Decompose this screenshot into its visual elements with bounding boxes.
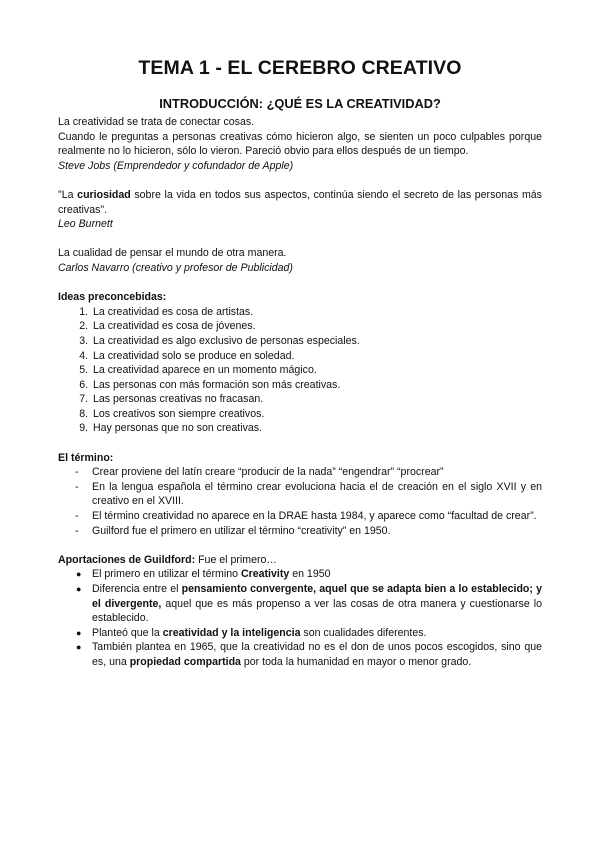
text-run: El primero en utilizar el término: [92, 568, 241, 581]
list-item: [58, 640, 542, 669]
list-item: [58, 582, 542, 626]
intro-author-jobs: Steve Jobs (Emprendedor y cofundador de Apple): [58, 159, 294, 172]
dash-marker: -: [75, 466, 79, 479]
bullet-icon: ●: [76, 642, 82, 653]
text-run: en 1950: [289, 568, 331, 581]
list-item: 9. Hay personas que no son creativas.: [91, 421, 542, 436]
list-item-text: En la lengua española el término crear evoluciona hacia el de creación en el siglo XVII y en creativo en el XVIII.: [92, 480, 542, 508]
list-item: 1. La creatividad es cosa de artistas.: [91, 305, 542, 320]
quote-rest: sobre la vida en todos sus aspectos, continúa siendo el secreto de las personas más creativas".: [58, 188, 542, 216]
intro-paragraph-3: La cualidad de pensar el mundo de otra manera.: [58, 247, 287, 260]
dash-marker: -: [75, 480, 79, 493]
list-item: [58, 626, 542, 641]
list-item: [58, 480, 542, 509]
text-run: Diferencia entre el: [92, 583, 182, 595]
quote-author-burnett: Leo Burnett: [58, 218, 113, 231]
dash-marker: -: [75, 510, 79, 523]
list-item: 4. La creatividad solo se produce en soledad.: [91, 349, 542, 364]
list-item: [58, 465, 542, 480]
guildford-heading: [58, 553, 542, 568]
list-item: 7. Las personas creativas no fracasan.: [91, 392, 542, 407]
text-run-bold: propiedad compartida: [129, 655, 241, 668]
text-run: También plantea en 1965, que la creatividad no es el don de unos pocos escogidos, sino que es, una: [92, 641, 542, 668]
text-run-bold: pensamiento convergente, aquel que se adapta bien a lo establecido; y el divergente,: [92, 583, 542, 610]
ideas-heading: Ideas preconcebidas:: [58, 291, 167, 304]
list-item: 8. Los creativos son siempre creativos.: [91, 407, 542, 422]
text-run: por toda la humanidad en mayor o menor grado.: [240, 655, 472, 668]
list-item: [58, 567, 542, 582]
text-run: aquel que es más propenso a ver las cosas de otra manera y cuestionarse lo establecido.: [92, 597, 543, 625]
intro-paragraph-2: Cuando le preguntas a personas creativas cómo hicieron algo, se sienten un poco culpables porque realmente no lo hicieron, sólo lo vieron. Pareció obvio para ellos después de un tiempo.: [58, 130, 542, 158]
intro-author-navarro: Carlos Navarro (creativo y profesor de Publicidad): [58, 261, 293, 274]
guildford-list: [58, 567, 542, 669]
list-item: 2. La creatividad es cosa de jóvenes.: [91, 319, 542, 334]
quote-open: "La: [58, 188, 78, 201]
bullet-icon: ●: [76, 627, 82, 638]
bullet-icon: ●: [76, 569, 82, 580]
guildford-heading-rest: Fue el primero…: [195, 553, 277, 566]
text-run: Planteó que la: [92, 626, 163, 639]
intro-heading: INTRODUCCIÓN: ¿QUÉ ES LA CREATIVIDAD?: [159, 96, 441, 111]
quote-burnett: [58, 188, 542, 217]
intro-paragraph-1: La creatividad se trata de conectar cosas.: [58, 116, 255, 128]
termino-list: [58, 465, 542, 538]
text-run-bold: Creativity: [240, 568, 290, 581]
text-run-bold: creatividad y la inteligencia: [162, 626, 301, 639]
list-item-text: Guilford fue el primero en utilizar el término “creativity” en 1950.: [92, 524, 391, 537]
list-item: [58, 524, 542, 539]
guildford-heading-bold: Aportaciones de Guildford:: [58, 553, 196, 566]
list-item: 5. La creatividad aparece en un momento mágico.: [91, 363, 542, 378]
text-run: son cualidades diferentes.: [300, 626, 427, 639]
list-item-text: Crear proviene del latín creare “producir de la nada” “engendrar” “procrear”: [92, 466, 444, 479]
quote-bold: curiosidad: [77, 188, 131, 201]
list-item: 6. Las personas con más formación son más creativas.: [91, 378, 542, 393]
termino-heading: El término:: [58, 451, 114, 464]
bullet-icon: ●: [76, 584, 82, 594]
page-title: TEMA 1 - EL CEREBRO CREATIVO: [138, 57, 462, 79]
list-item-text: El término creatividad no aparece en la DRAE hasta 1984, y aparece como “facultad de crear”.: [92, 510, 537, 523]
list-item: [58, 509, 542, 524]
list-item: 3. La creatividad es algo exclusivo de personas especiales.: [91, 334, 542, 349]
dash-marker: -: [75, 524, 79, 537]
ideas-list: [58, 305, 542, 436]
